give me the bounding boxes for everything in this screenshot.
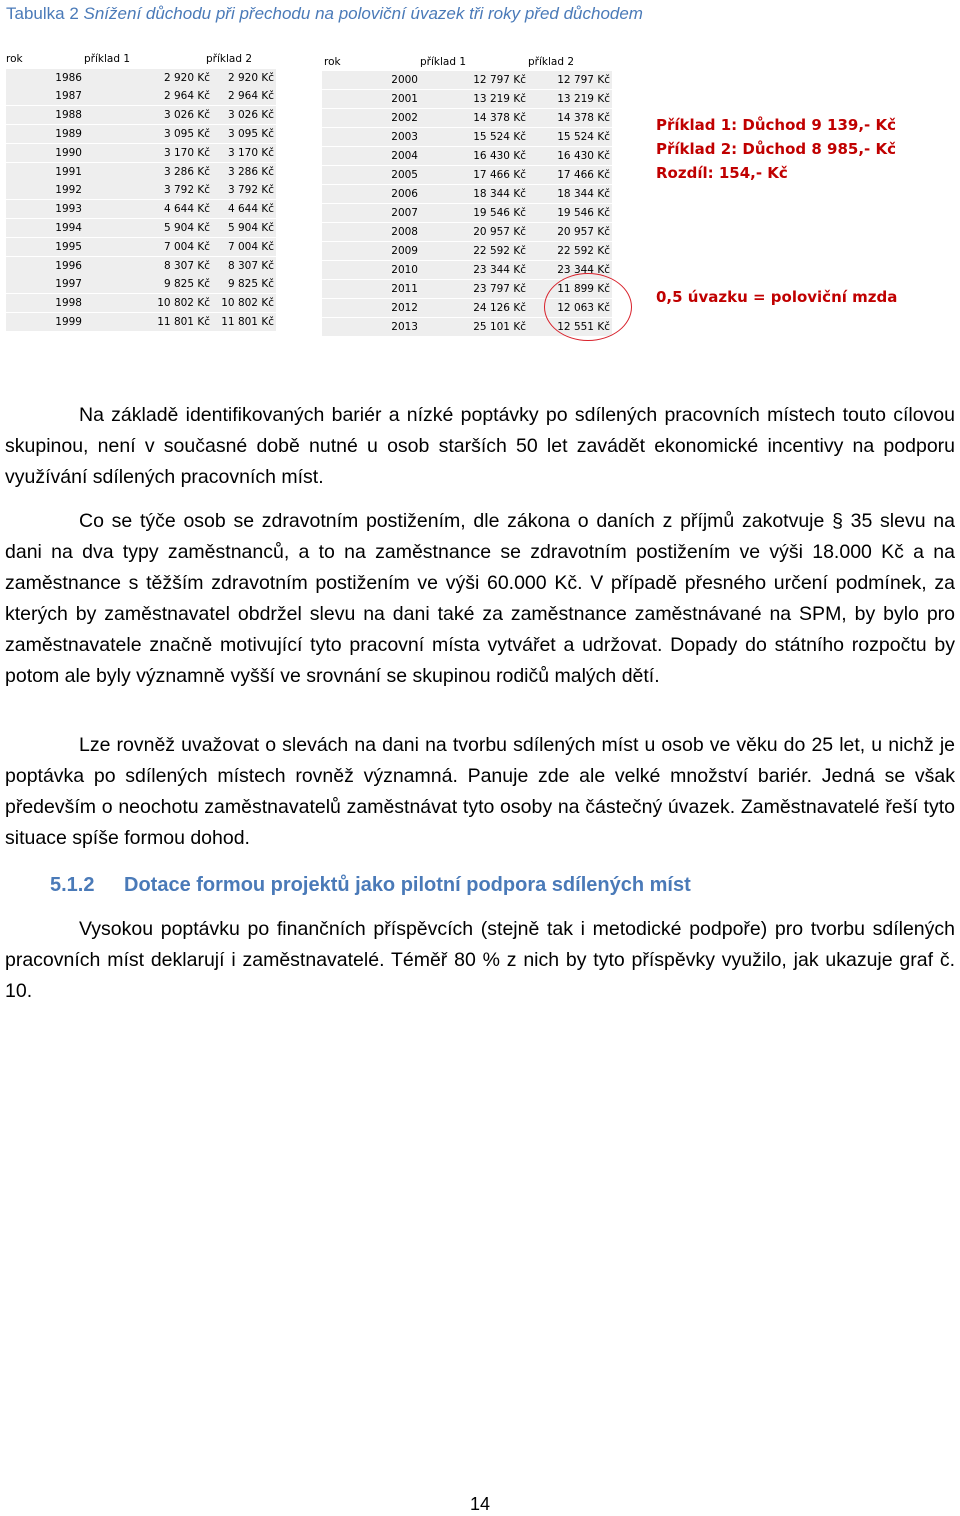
cell-example-2: 17 466 Kč [557, 169, 610, 181]
cell-year: 1998 [55, 297, 82, 310]
paragraph-3 [5, 730, 955, 854]
highlight-circle [544, 273, 632, 341]
cell-example-2: 4 644 Kč [227, 203, 274, 216]
cell-example-1: 7 004 Kč [163, 240, 210, 253]
cell-example-2: 3 095 Kč [227, 127, 274, 140]
table-row [6, 87, 276, 105]
cell-example-2: 12 797 Kč [557, 74, 610, 86]
cell-example-2: 3 170 Kč [227, 146, 274, 159]
cell-example-2: 10 802 Kč [221, 297, 274, 310]
note-example-2: Příklad 2: Důchod 8 985,- Kč [656, 140, 896, 158]
paragraph-1 [5, 400, 955, 493]
cell-year: 1999 [55, 315, 82, 328]
cell-example-2: 3 286 Kč [227, 165, 274, 178]
cell-example-1: 13 219 Kč [473, 93, 526, 105]
table-row [322, 109, 612, 127]
table-row [6, 294, 276, 312]
cell-example-1: 17 466 Kč [473, 169, 526, 181]
cell-example-2: 12 551 Kč [557, 321, 610, 333]
cell-year: 1990 [55, 146, 82, 159]
section-title: Dotace formou projektů jako pilotní podpora sdílených míst [124, 874, 691, 896]
caption-title: Snížení důchodu při přechodu na poloviční úvazek tři roky před důchodem [83, 4, 643, 23]
cell-example-1: 23 797 Kč [473, 283, 526, 295]
table-row [6, 200, 276, 218]
cell-year: 1994 [55, 221, 82, 234]
cell-example-2: 12 063 Kč [557, 302, 610, 314]
cell-example-1: 16 430 Kč [473, 150, 526, 162]
note-half-time: 0,5 úvazku = poloviční mzda [656, 288, 898, 306]
cell-example-1: 9 825 Kč [163, 278, 210, 291]
cell-year: 1996 [55, 259, 82, 272]
table-row [322, 71, 612, 89]
cell-example-1: 12 797 Kč [473, 74, 526, 86]
table-row [6, 181, 276, 199]
cell-example-2: 11 801 Kč [221, 315, 274, 328]
cell-example-1: 19 546 Kč [473, 207, 526, 219]
cell-example-1: 4 644 Kč [163, 203, 210, 216]
table-row [322, 90, 612, 108]
cell-example-1: 22 592 Kč [473, 245, 526, 257]
table-row [6, 144, 276, 162]
table-row [6, 163, 276, 181]
cell-example-1: 8 307 Kč [163, 259, 210, 272]
header-example-2: příklad 2 [206, 53, 253, 65]
cell-year: 2001 [391, 93, 418, 105]
cell-example-1: 18 344 Kč [473, 188, 526, 200]
cell-example-2: 7 004 Kč [227, 240, 274, 253]
table-row [322, 185, 612, 203]
cell-example-2: 16 430 Kč [557, 150, 610, 162]
cell-year: 2008 [391, 226, 418, 238]
cell-example-2: 23 344 Kč [557, 264, 610, 276]
cell-example-2: 13 219 Kč [557, 93, 610, 105]
cell-example-2: 2 964 Kč [227, 90, 274, 103]
cell-year: 2013 [391, 321, 418, 333]
table-row [322, 204, 612, 222]
table-row [322, 147, 612, 165]
cell-year: 2005 [391, 169, 418, 181]
cell-year: 1987 [55, 90, 82, 103]
cell-example-1: 23 344 Kč [473, 264, 526, 276]
cell-example-1: 3 170 Kč [163, 146, 210, 159]
note-example-1: Příklad 1: Důchod 9 139,- Kč [656, 116, 896, 134]
cell-example-2: 5 904 Kč [227, 221, 274, 234]
cell-example-1: 2 920 Kč [163, 71, 210, 84]
cell-example-2: 9 825 Kč [227, 278, 274, 291]
paragraph-2 [5, 506, 955, 692]
cell-example-1: 3 095 Kč [163, 127, 210, 140]
cell-example-2: 11 899 Kč [557, 283, 610, 295]
cell-example-2: 2 920 Kč [227, 71, 274, 84]
cell-year: 2000 [391, 74, 418, 86]
section-number: 5.1.2 [50, 874, 95, 896]
table-header-row [6, 50, 276, 68]
cell-example-1: 3 792 Kč [163, 184, 210, 197]
cell-example-1: 24 126 Kč [473, 302, 526, 314]
note-difference: Rozdíl: 154,- Kč [656, 164, 788, 182]
cell-year: 2011 [391, 283, 418, 295]
table-row [322, 223, 612, 241]
cell-year: 2010 [391, 264, 418, 276]
header-example-1: příklad 1 [84, 53, 131, 65]
table-row [6, 313, 276, 331]
paragraph-4-text: Vysokou poptávku po finančních příspěvcích (stejně tak i metodické podpoře) pro tvorbu sdílených pracovních míst deklarují i zaměstnavatelé. Téměř 80 % z nich by tyto příspěvky využilo, jak ukazuje graf č. 10. [5, 918, 955, 1002]
cell-year: 2012 [391, 302, 418, 314]
cell-example-1: 14 378 Kč [473, 112, 526, 124]
paragraph-2-text: Co se týče osob se zdravotním postižením, dle zákona o daních z příjmů zakotvuje § 35 slevu na dani na dva typy zaměstnanců, a to na zaměstnance se zdravotním postižením ve výši 18.000 Kč a na zaměstnance s těžším zdravotním postižením ve výši 60.000 Kč. V případě přesného určení podmínek, za kterých by zaměstnavatel obdržel slevu na dani také za zaměstnance zaměstnávané na SPM, by bylo pro zaměstnavatele značně motivující tyto pracovní místa vytvářet a udržovat. Dopady do státního rozpočtu by potom ale byly významně vyšší ve srovnání se skupinou rodičů malých dětí. [5, 510, 955, 687]
cell-example-2: 3 792 Kč [227, 184, 274, 197]
cell-year: 2002 [391, 112, 418, 124]
table-row [6, 238, 276, 256]
cell-example-1: 11 801 Kč [157, 315, 210, 328]
caption-label: Tabulka 2 [6, 4, 79, 23]
cell-example-2: 18 344 Kč [557, 188, 610, 200]
header-example-2: příklad 2 [528, 56, 575, 68]
table-row [322, 128, 612, 146]
cell-example-1: 5 904 Kč [163, 221, 210, 234]
cell-example-2: 19 546 Kč [557, 207, 610, 219]
paragraph-4 [5, 914, 955, 1007]
header-year: rok [6, 53, 23, 65]
cell-year: 2007 [391, 207, 418, 219]
header-example-1: příklad 1 [420, 56, 467, 68]
cell-example-1: 3 026 Kč [163, 109, 210, 122]
cell-year: 1995 [55, 240, 82, 253]
cell-year: 1989 [55, 127, 82, 140]
cell-year: 2003 [391, 131, 418, 143]
section-heading [50, 874, 691, 897]
cell-example-2: 15 524 Kč [557, 131, 610, 143]
cell-example-2: 22 592 Kč [557, 245, 610, 257]
paragraph-3-text: Lze rovněž uvažovat o slevách na dani na tvorbu sdílených míst u osob ve věku do 25 let, u nichž je poptávka po sdílených místech rovněž významná. Panuje zde ale velké množství bariér. Jedná se však především o neochotu zaměstnavatelů zaměstnávat tyto osoby na částečný úvazek. Zaměstnavatelé řeší tyto situace spíše formou dohod. [5, 734, 955, 849]
cell-year: 1991 [55, 165, 82, 178]
table-row [6, 106, 276, 124]
cell-example-2: 3 026 Kč [227, 109, 274, 122]
cell-example-1: 20 957 Kč [473, 226, 526, 238]
cell-year: 2006 [391, 188, 418, 200]
cell-year: 2009 [391, 245, 418, 257]
cell-example-1: 2 964 Kč [163, 90, 210, 103]
cell-example-1: 15 524 Kč [473, 131, 526, 143]
table-row [6, 275, 276, 293]
table-header-row [322, 53, 612, 71]
cell-example-2: 20 957 Kč [557, 226, 610, 238]
cell-year: 1997 [55, 278, 82, 291]
cell-year: 1986 [55, 71, 82, 84]
cell-year: 1988 [55, 109, 82, 122]
cell-example-1: 10 802 Kč [157, 297, 210, 310]
table-row [322, 166, 612, 184]
table-row [6, 125, 276, 143]
table-row [322, 242, 612, 260]
cell-example-2: 14 378 Kč [557, 112, 610, 124]
paragraph-1-text: Na základě identifikovaných bariér a nízké poptávky po sdílených pracovních místech touto cílovou skupinou, není v současné době nutné u osob starších 50 let zavádět ekonomické incentivy na podporu využívání sdílených pracovních míst. [5, 404, 955, 488]
cell-year: 1993 [55, 203, 82, 216]
table-row [6, 69, 276, 87]
cell-example-1: 3 286 Kč [163, 165, 210, 178]
cell-year: 2004 [391, 150, 418, 162]
cell-year: 1992 [55, 184, 82, 197]
table-row [6, 219, 276, 237]
table-row [6, 257, 276, 275]
cell-example-1: 25 101 Kč [473, 321, 526, 333]
table-caption [6, 4, 643, 24]
cell-example-2: 8 307 Kč [227, 259, 274, 272]
page-number: 14 [469, 1494, 491, 1514]
header-year: rok [324, 56, 341, 68]
